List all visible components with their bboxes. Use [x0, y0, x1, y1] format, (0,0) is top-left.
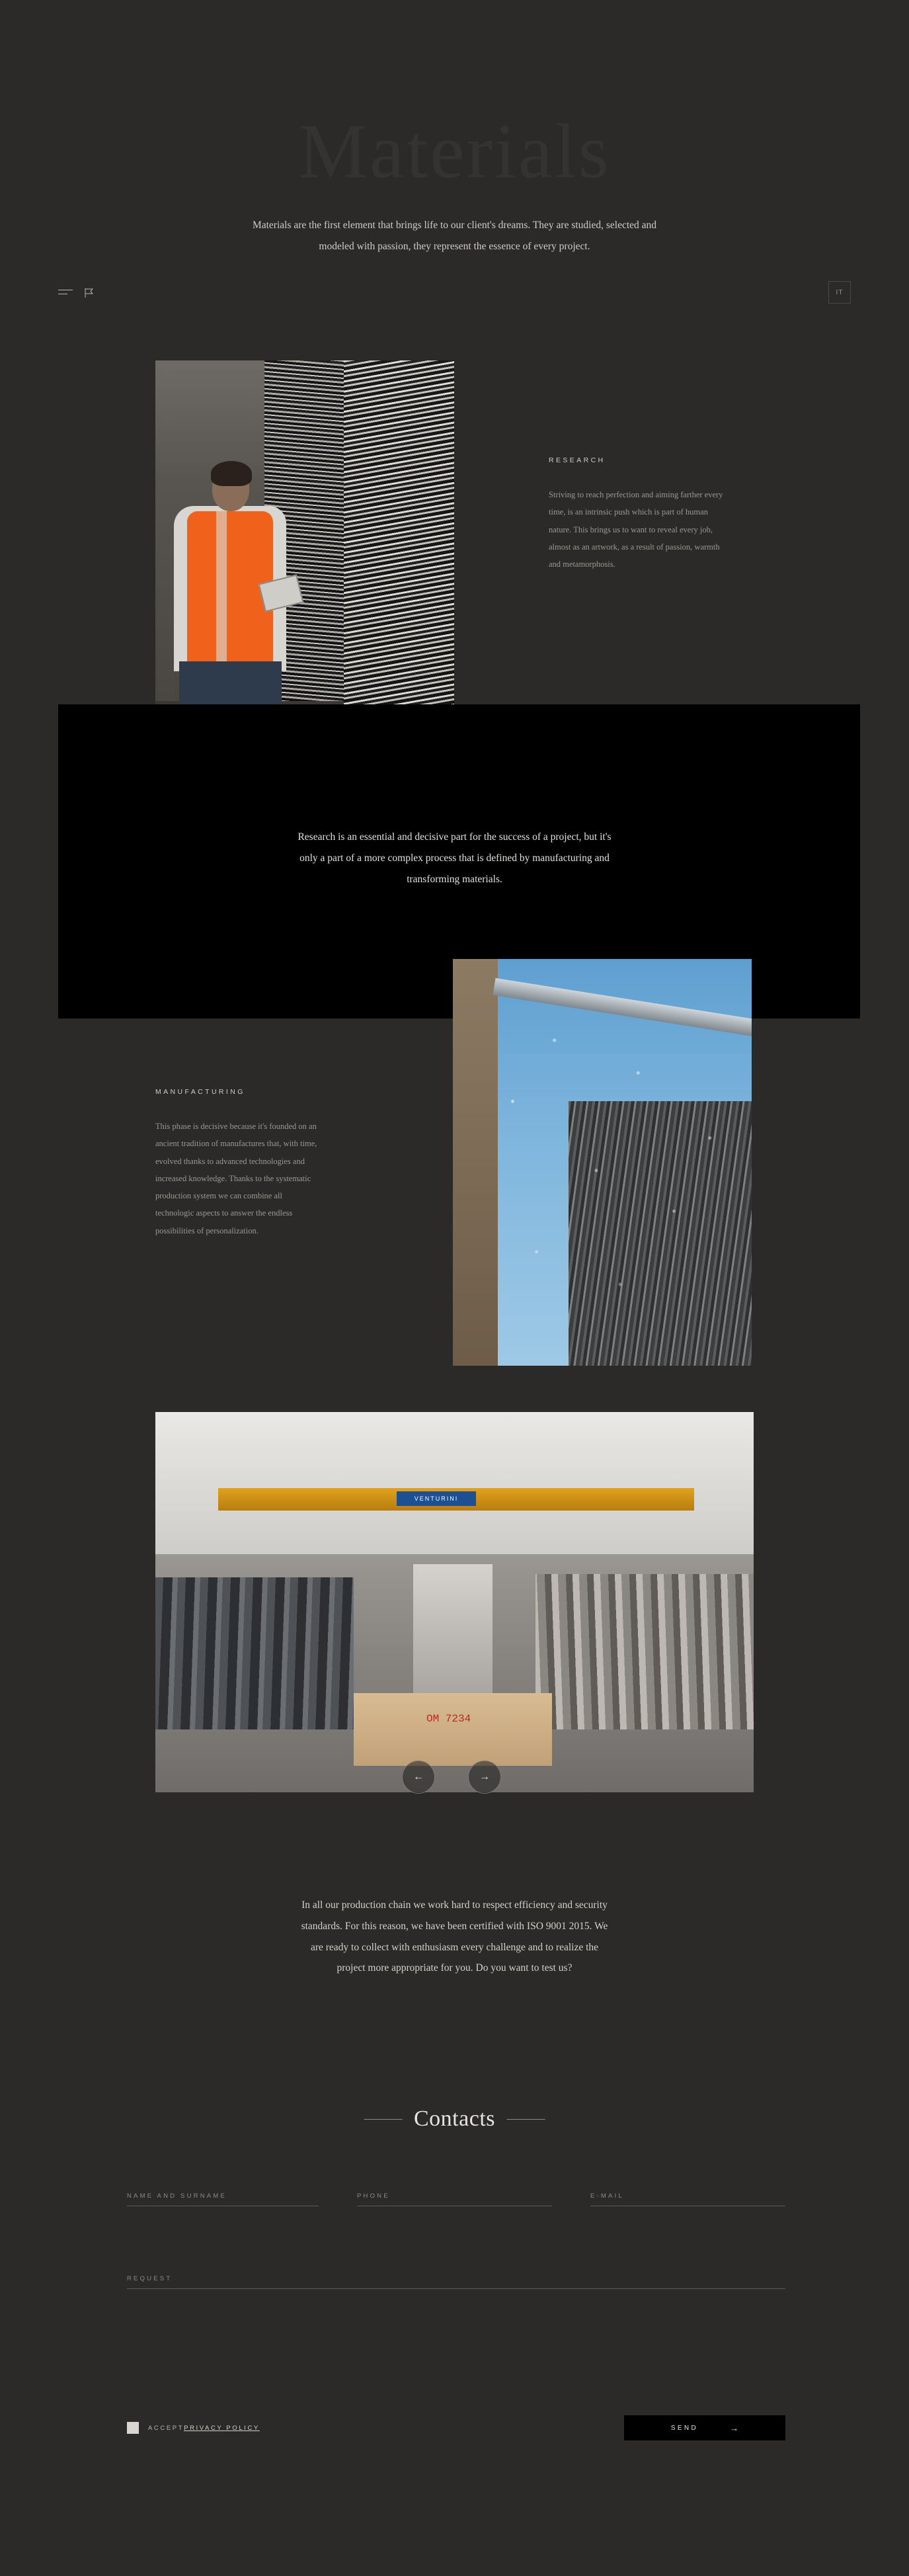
manufacturing-body: This phase is decisive because it's founded on an ancient tradition of manufactures that, with time, evolved thanks to advanced technologies and increased knowledge. Thanks to the systematic production system we can combine all technologic aspects to answer the endless possibilities of personalization. [155, 1122, 317, 1235]
send-button-label: SEND [670, 2424, 699, 2432]
privacy-checkbox[interactable] [127, 2422, 139, 2434]
privacy-policy-link[interactable]: PRIVACY POLICY [184, 2424, 260, 2432]
manufacturing-label: MANUFACTURING [155, 1088, 245, 1096]
name-field-label: NAME AND SURNAME [127, 2192, 227, 2200]
slab-stack-left [155, 1577, 354, 1729]
privacy-consent[interactable] [127, 2422, 260, 2434]
phone-field[interactable] [357, 2192, 552, 2206]
email-field-label: E-MAIL [590, 2192, 624, 2200]
ceiling [155, 1412, 754, 1554]
heading-rule-right [507, 2119, 545, 2120]
name-field[interactable] [127, 2192, 319, 2206]
request-field[interactable] [127, 2275, 785, 2289]
language-switcher[interactable] [828, 281, 851, 304]
research-image [155, 360, 454, 764]
hamburger-menu-icon[interactable] [58, 290, 75, 299]
phone-field-label: PHONE [357, 2192, 390, 2200]
consent-text [148, 2425, 260, 2432]
language-label: IT [836, 288, 844, 296]
email-field[interactable] [590, 2192, 785, 2206]
slab-stack-right [535, 1574, 754, 1729]
crate-marking: OM 7234 [426, 1713, 471, 1725]
research-label: RESEARCH [549, 456, 606, 464]
wooden-crate [354, 1693, 552, 1766]
research-body: Striving to reach perfection and aiming farther every time, is an intrinsic push which is part of human nature. This brings us to want to reveal every job, almost as an artwork, as a result of passion, warmth and metamorphosis. [549, 490, 723, 569]
closing-paragraph: In all our production chain we work hard to respect efficiency and security standards. For this reason, we have been certified with ISO 9001 2015. We are ready to collect with enthusiasm every challenge and to realize the project more appropriate for you. Do you want to test us? [301, 1899, 608, 1974]
contacts-title: Contacts [414, 2106, 495, 2131]
arrow-right-icon: → [730, 2423, 739, 2433]
carousel-prev-button[interactable] [402, 1761, 435, 1794]
flag-icon[interactable] [83, 287, 95, 299]
arrow-left-icon: ← [413, 1771, 424, 1782]
contacts-heading [364, 2106, 545, 2132]
send-button[interactable] [624, 2415, 785, 2440]
stone-slab-pattern [344, 360, 454, 764]
heading-rule-left [364, 2119, 402, 2120]
crane-brand-label: VENTURINI [397, 1491, 476, 1506]
worker-hair [211, 461, 252, 486]
request-field-label: REQUEST [127, 2275, 173, 2282]
manufacturing-image [453, 959, 752, 1366]
water-spray [453, 959, 752, 1366]
hero-subtitle: Materials are the first element that brings life to our client's dreams. They are studied, selected and modeled with passion, they represent the essence of every project. [252, 220, 657, 252]
consent-prefix: ACCEPT [148, 2424, 184, 2432]
aisle [413, 1564, 493, 1696]
carousel-next-button[interactable] [468, 1761, 501, 1794]
band-text: Research is an essential and decisive part for the success of a project, but it's only a part of a more complex process that is defined by manufacturing and transforming materials. [297, 831, 612, 885]
arrow-right-icon: → [479, 1771, 490, 1782]
warehouse-image [155, 1412, 754, 1792]
page-title: Materials [298, 108, 611, 194]
